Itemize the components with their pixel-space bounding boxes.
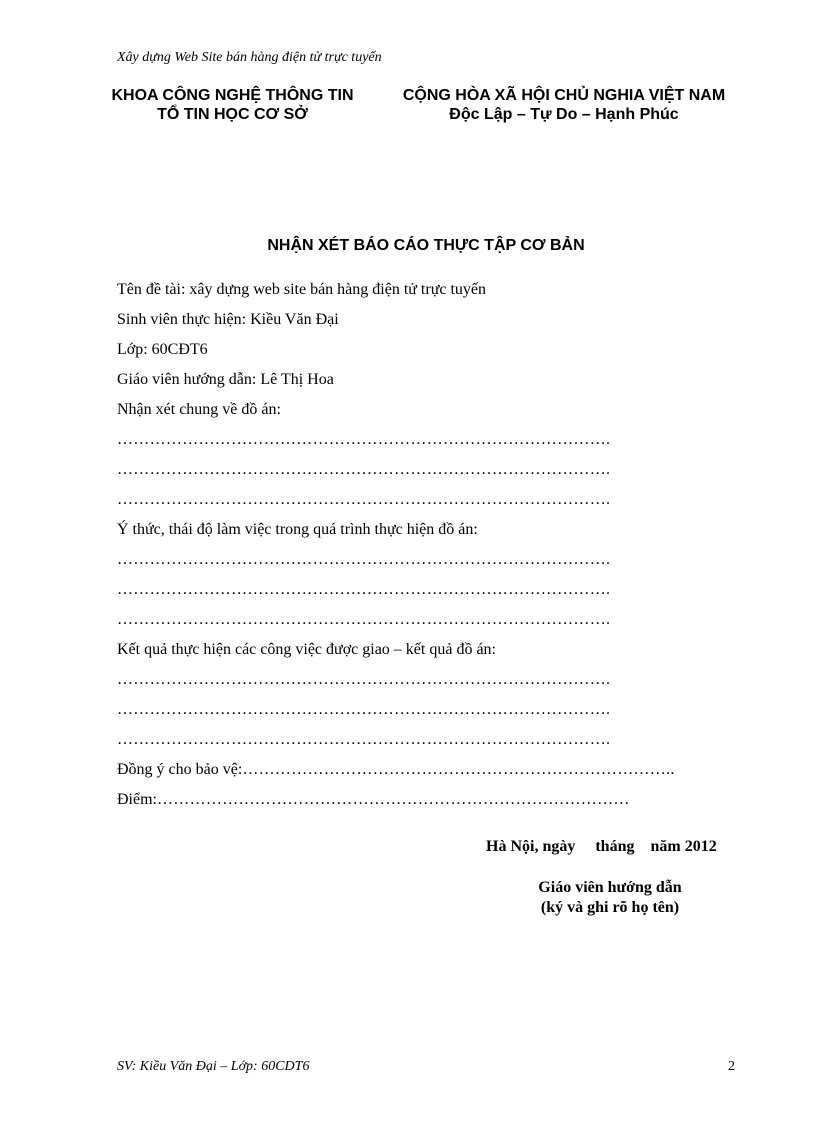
dotted-line: ……………………………………………………………………………….: [117, 671, 611, 688]
defense-label: Đồng ý cho bảo vệ:: [117, 761, 243, 778]
attitude-label: Ý thức, thái độ làm việc trong quá trình thực hiện đồ án:: [117, 521, 478, 538]
faculty-name: KHOA CÔNG NGHỆ THÔNG TIN: [111, 87, 354, 104]
student-line: Sinh viên thực hiện: Kiều Văn Đại: [117, 311, 339, 328]
organization-block: [90, 86, 375, 124]
running-header: Xây dựng Web Site bán hàng điện tử trực tuyến: [117, 50, 382, 65]
defense-dots: ……………………………………………………………………..: [242, 761, 675, 778]
defense-line: [117, 760, 727, 790]
signature-block: [520, 878, 700, 918]
score-line: [117, 790, 727, 820]
national-motto: Độc Lập – Tự Do – Hạnh Phúc: [449, 106, 679, 123]
dotted-line: ……………………………………………………………………………….: [117, 491, 611, 508]
national-motto-block: [378, 86, 750, 124]
dotted-line: ……………………………………………………………………………….: [117, 581, 611, 598]
score-dots: ……………………………………………………………………………: [157, 791, 630, 808]
department-name: TỔ TIN HỌC CƠ SỞ: [157, 106, 308, 123]
country-name: CỘNG HÒA XÃ HỘI CHỦ NGHIA VIỆT NAM: [402, 87, 726, 104]
footer-author: SV: Kiều Văn Đại – Lớp: 60CDT6: [117, 1059, 310, 1074]
dotted-line: ……………………………………………………………………………….: [117, 731, 611, 748]
signature-note: (ký và ghi rõ họ tên): [540, 899, 680, 916]
score-label: Điểm:: [117, 791, 157, 808]
dotted-line: ……………………………………………………………………………….: [117, 431, 611, 448]
class-line: Lớp: 60CĐT6: [117, 341, 208, 358]
dotted-line: ……………………………………………………………………………….: [117, 551, 611, 568]
evaluation-form: [117, 280, 727, 820]
page-number: 2: [728, 1059, 735, 1074]
results-label: Kết quả thực hiện các công việc được giao – kết quả đồ án:: [117, 641, 496, 658]
general-comment-label: Nhận xét chung về đồ án:: [117, 401, 281, 418]
dotted-line: ……………………………………………………………………………….: [117, 701, 611, 718]
dotted-line: ……………………………………………………………………………….: [117, 461, 611, 478]
document-title: NHẬN XÉT BÁO CÁO THỰC TẬP CƠ BẢN: [267, 237, 585, 254]
topic-line: Tên đề tài: xây dựng web site bán hàng điện tử trực tuyến: [117, 281, 487, 298]
signature-title: Giáo viên hướng dẫn: [538, 879, 682, 896]
date-line: Hà Nội, ngày tháng năm 2012: [486, 838, 717, 855]
advisor-line: Giáo viên hướng dẫn: Lê Thị Hoa: [117, 371, 334, 388]
dotted-line: ……………………………………………………………………………….: [117, 611, 611, 628]
